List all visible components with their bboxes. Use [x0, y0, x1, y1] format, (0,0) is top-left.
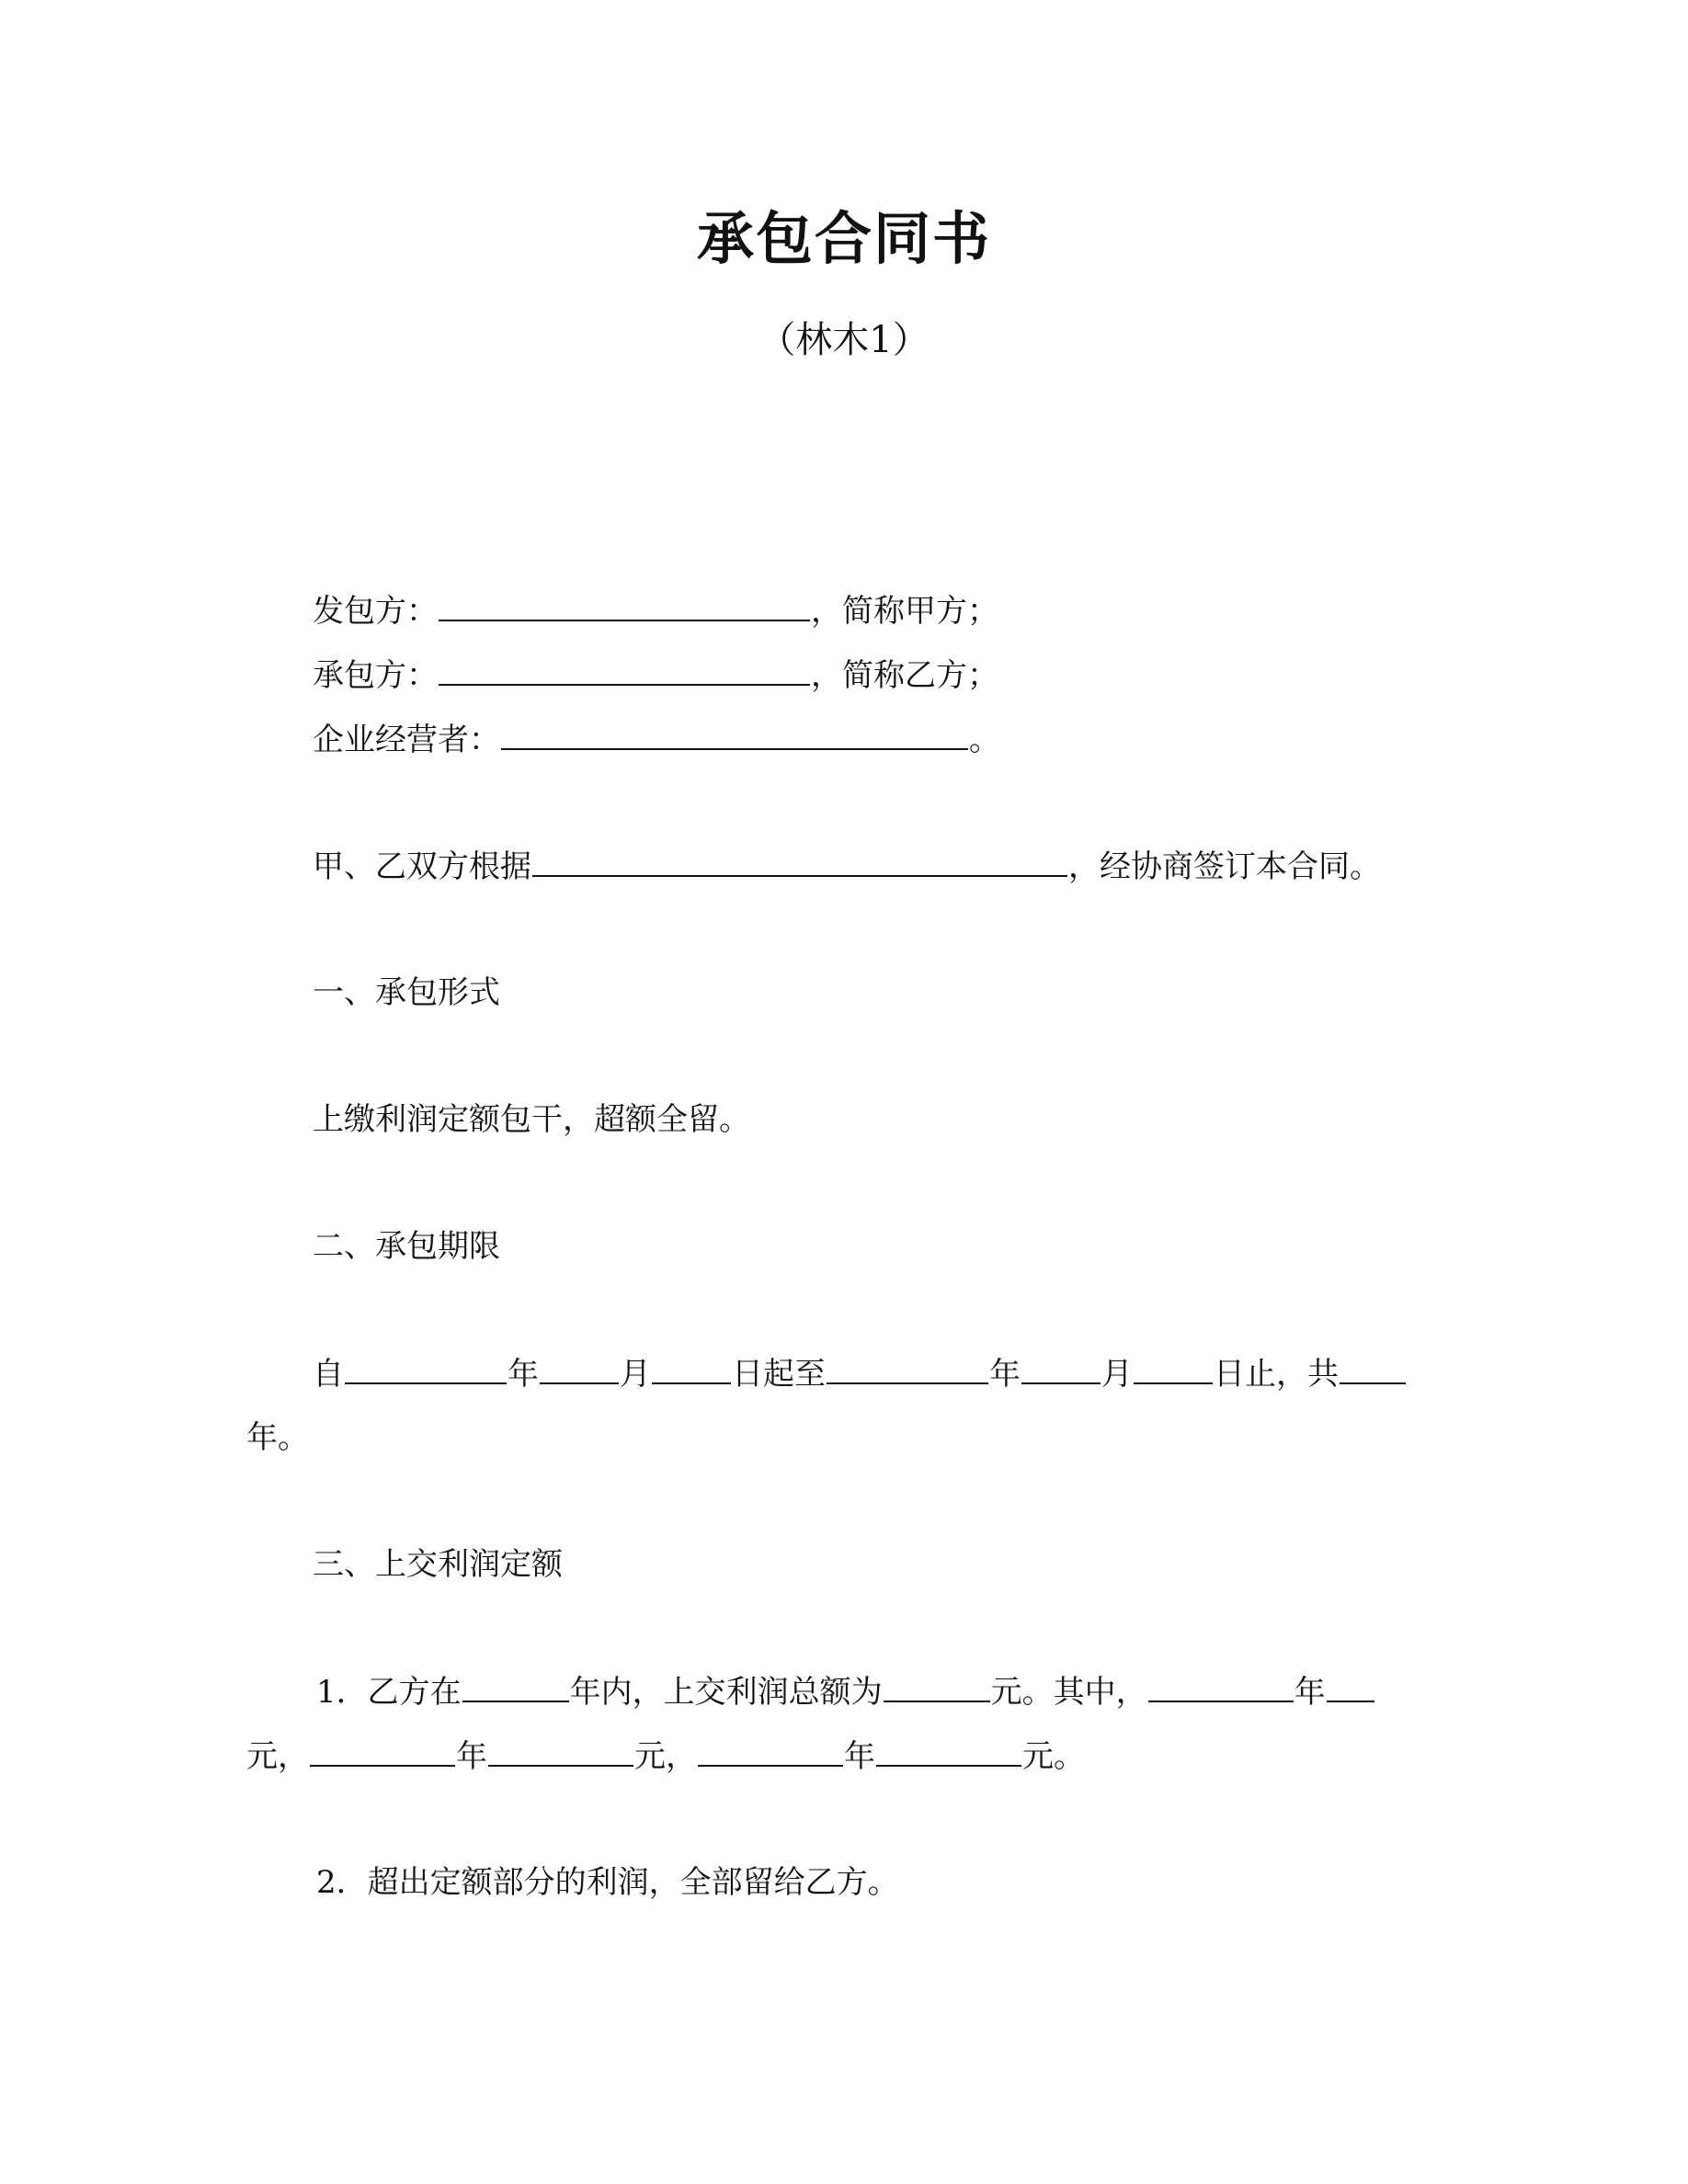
party-fabao-line — [313, 588, 998, 633]
item1-text-g: 元， — [634, 1738, 697, 1775]
term-nian1: 年 — [508, 1356, 539, 1393]
operator-line — [313, 717, 1000, 762]
term-start-year-blank[interactable] — [345, 1351, 507, 1384]
fabao-blank[interactable] — [439, 588, 810, 621]
item1-total-blank[interactable] — [884, 1669, 990, 1702]
term-end-month-blank[interactable] — [1021, 1351, 1101, 1384]
item2-text: 超出定额部分的利润，全部留给乙方。 — [367, 1864, 899, 1901]
term-nian2: 年 — [989, 1356, 1021, 1393]
basis-line — [313, 844, 1381, 889]
term-end-year-blank[interactable] — [827, 1351, 988, 1384]
party-chengbao-line — [313, 653, 998, 698]
item1-text-f: 年 — [456, 1738, 487, 1775]
chengbao-blank[interactable] — [439, 653, 810, 686]
basis-prefix: 甲、乙双方根据 — [313, 848, 531, 885]
item1-years-blank[interactable] — [462, 1669, 569, 1702]
item1-year2-blank[interactable] — [310, 1734, 455, 1767]
document-subtitle: （林木1） — [758, 319, 930, 361]
document-title: 承包合同书 — [696, 205, 991, 272]
chengbao-label: 承包方： — [313, 657, 438, 694]
item1-line — [316, 1669, 1375, 1714]
item1-text-c: 元。其中， — [990, 1674, 1147, 1711]
term-start-month-blank[interactable] — [540, 1351, 619, 1384]
fabao-label: 发包方： — [313, 593, 438, 630]
term-ri-qizhi: 日起至 — [732, 1356, 826, 1393]
item1-text-d: 年 — [1294, 1674, 1326, 1711]
section3-heading: 三、上交利润定额 — [313, 1546, 563, 1583]
section2-heading: 二、承包期限 — [313, 1228, 500, 1265]
item1-line2 — [246, 1734, 1085, 1779]
item2-number: 2． — [316, 1864, 368, 1901]
item1-text-h: 年 — [844, 1738, 875, 1775]
term-yue1: 月 — [620, 1356, 651, 1393]
term-yue2: 月 — [1101, 1356, 1133, 1393]
item1-text-b: 年内，上交利润总额为 — [569, 1674, 883, 1711]
item1-amount1-blank[interactable] — [1327, 1669, 1374, 1702]
term-end-day-blank[interactable] — [1134, 1351, 1213, 1384]
item1-year3-blank[interactable] — [698, 1734, 843, 1767]
item1-text-a: 乙方在 — [367, 1674, 462, 1711]
item1-year1-blank[interactable] — [1148, 1669, 1294, 1702]
term-line-end: 年。 — [246, 1419, 309, 1456]
fabao-suffix: ，简称甲方； — [811, 593, 998, 630]
item1-text-i: 元。 — [1022, 1738, 1085, 1775]
basis-blank[interactable] — [532, 844, 1067, 877]
item1-amount3-blank[interactable] — [876, 1734, 1021, 1767]
item1-text-e: 元， — [246, 1738, 309, 1775]
operator-label: 企业经营者： — [313, 722, 500, 758]
chengbao-suffix: ，简称乙方； — [811, 657, 998, 694]
term-zi: 自 — [313, 1356, 344, 1393]
basis-suffix: ，经协商签订本合同。 — [1068, 848, 1381, 885]
section1-heading: 一、承包形式 — [313, 974, 500, 1011]
term-total-years-blank[interactable] — [1340, 1351, 1406, 1384]
operator-blank[interactable] — [501, 717, 968, 750]
item1-amount2-blank[interactable] — [488, 1734, 633, 1767]
term-ri-zhi: 日止，共 — [1214, 1356, 1339, 1393]
operator-suffix: 。 — [969, 722, 1000, 758]
term-line — [313, 1351, 1407, 1396]
item1-number: 1． — [316, 1674, 368, 1711]
section1-body: 上缴利润定额包干，超额全留。 — [313, 1101, 750, 1138]
term-start-day-blank[interactable] — [652, 1351, 731, 1384]
item2-line — [316, 1860, 899, 1905]
